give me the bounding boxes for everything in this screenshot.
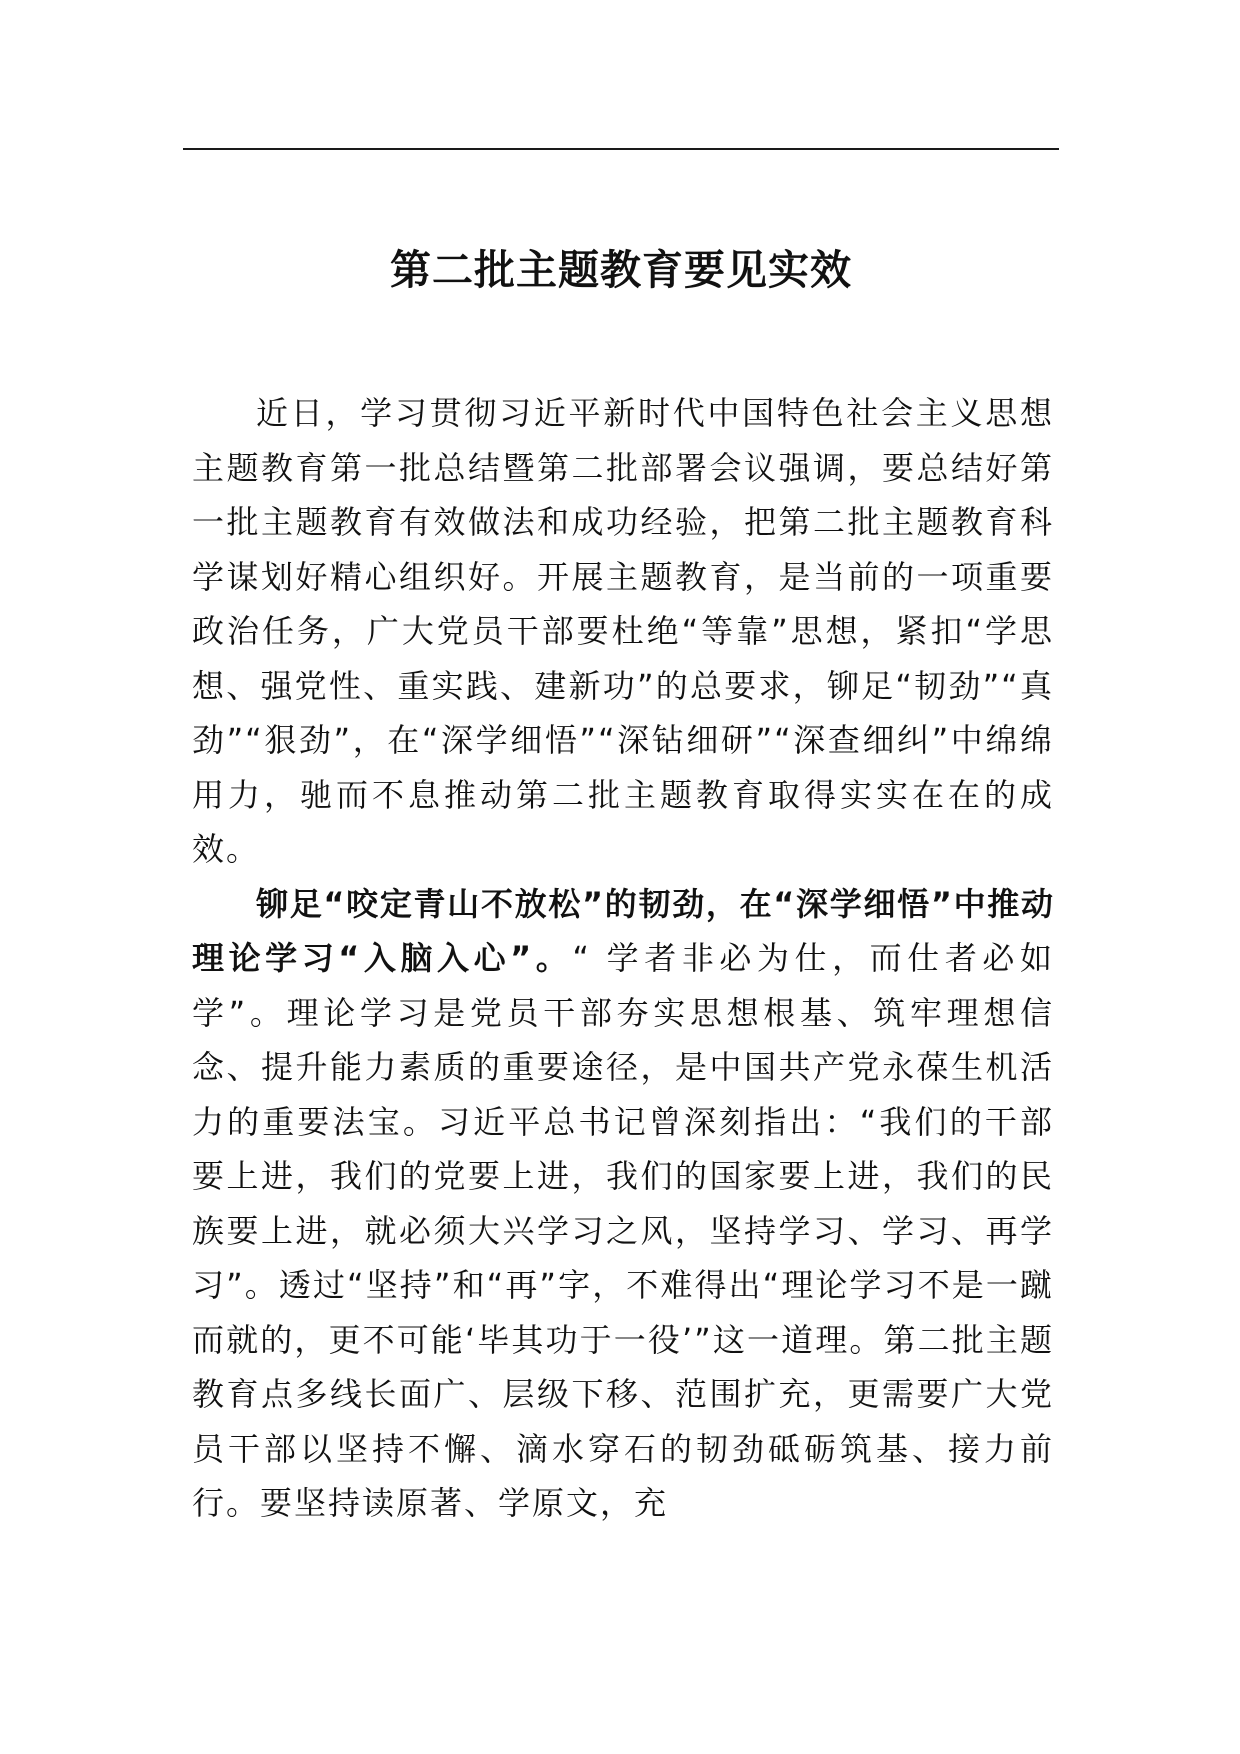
document-body [192, 386, 1054, 1531]
header-rule [183, 148, 1059, 150]
paragraph-section-1 [192, 877, 1054, 1531]
section-1-body: “ 学者非必为仕，而仕者必如学”。理论学习是党员干部夯实思想根基、筑牢理想信念、提升能力素质的重要途径，是中国共产党永葆生机活力的重要法宝。习近平总书记曾深刻指出：“我们的干部要上进，我们的党要上进，我们的国家要上进，我们的民族要上进，就必须大兴学习之风，坚持学习、学习、再学习”。透过“坚持”和“再”字，不难得出“理论学习不是一蹴而就的，更不可能‘毕其功于一役’”这一道理。第二批主题教育点多线长面广、层级下移、范围扩充，更需要广大党员干部以坚持不懈、滴水穿石的韧劲砥砺筑基、接力前行。要坚持读原著、学原文，充 [192, 939, 1054, 1522]
document-title: 第二批主题教育要见实效 [390, 246, 852, 294]
section-1-heading: 铆足“咬定青山不放松”的韧劲，在“深学细悟”中推动理论学习“入脑入心”。 [192, 884, 1054, 977]
paragraph-intro: 近日，学习贯彻习近平新时代中国特色社会主义思想主题教育第一批总结暨第二批部署会议强调，要总结好第一批主题教育有效做法和成功经验，把第二批主题教育科学谋划好精心组织好。开展主题教育，是当前的一项重要政治任务，广大党员干部要杜绝“等靠”思想，紧扣“学思想、强党性、重实践、建新功”的总要求，铆足“韧劲”“真劲”“狠劲”，在“深学细悟”“深钻细研”“深查细纠”中绵绵用力，驰而不息推动第二批主题教育取得实实在在的成效。 [192, 394, 1054, 868]
